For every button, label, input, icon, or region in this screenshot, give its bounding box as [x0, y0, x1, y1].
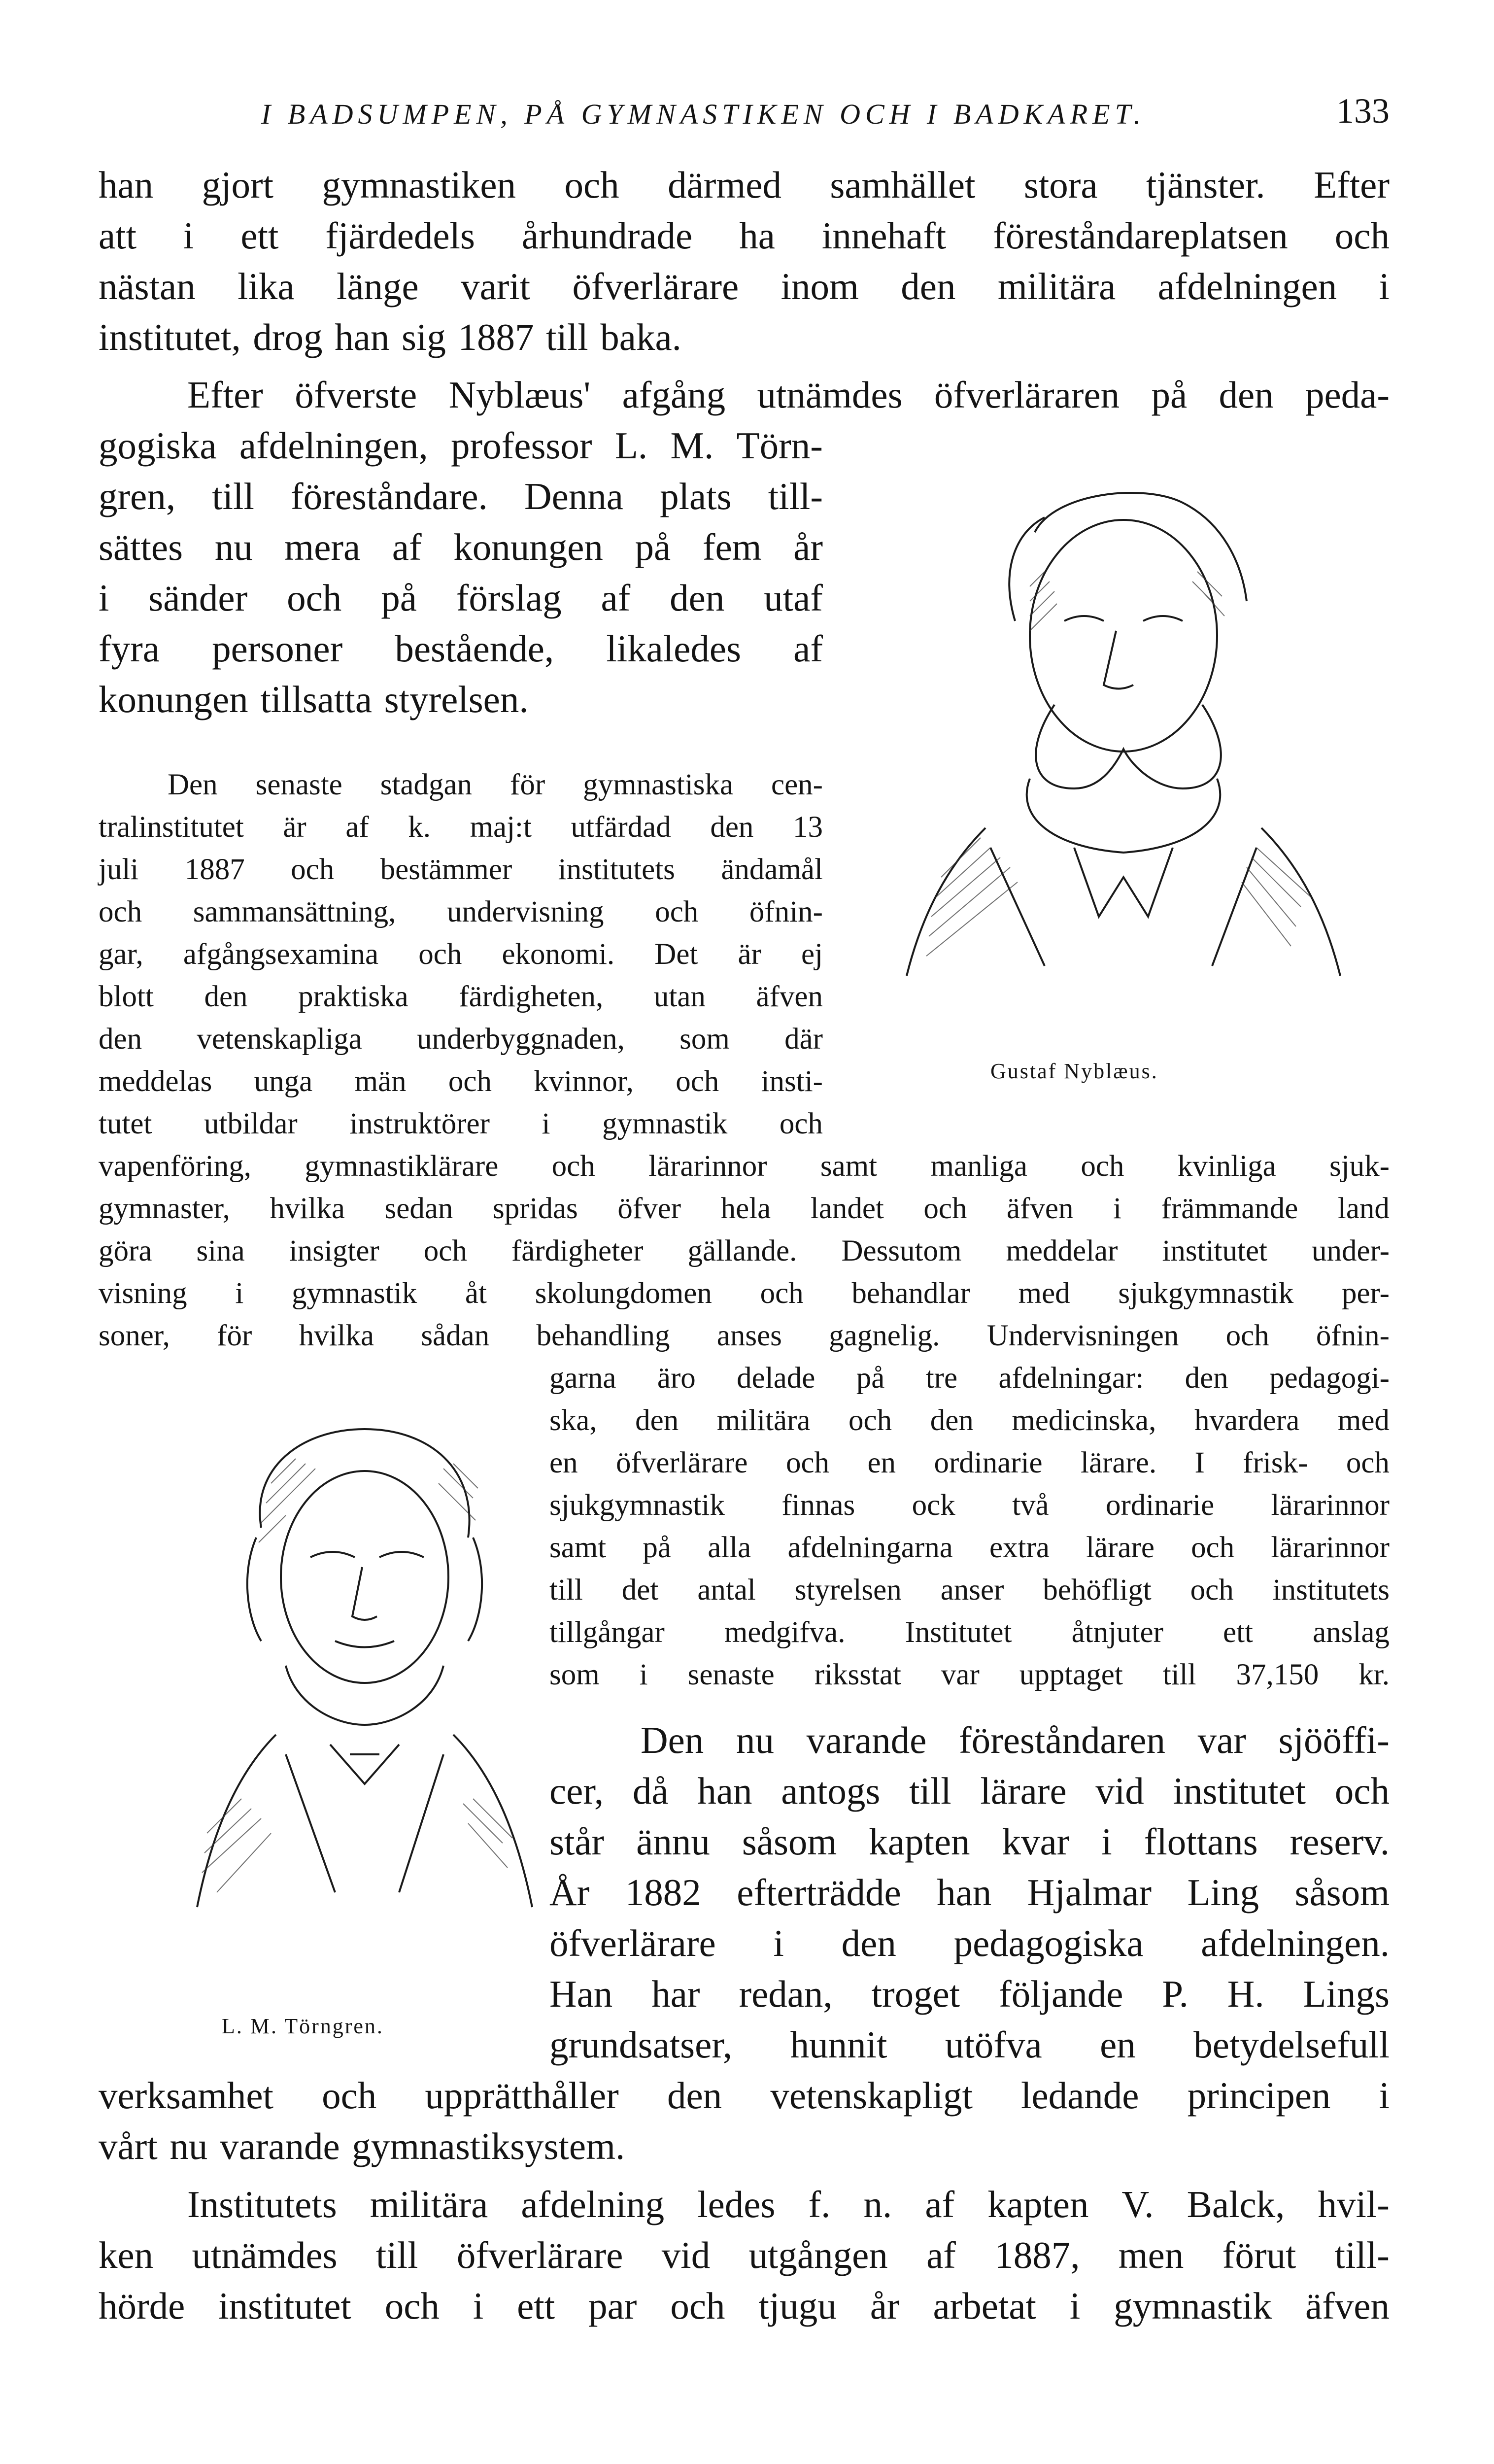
- text-line: den vetenskapliga underbyggnaden, som där: [99, 1023, 823, 1056]
- text-line: fyra personer bestående, likaledes af: [99, 627, 823, 670]
- portrait-engraving-top: [867, 473, 1380, 1030]
- text-line: Den senaste stadgan för gymnastiska cen-: [168, 768, 823, 801]
- text-line: sättes nu mera af konungen på fem år: [99, 526, 823, 568]
- text-line: hörde institutet och i ett par och tjugu år arbetat i gymnastik äfven: [99, 2285, 1390, 2327]
- text-line: gymnaster, hvilka sedan spridas öfver hela landet och äfven i främmande land: [99, 1192, 1390, 1225]
- text-line: Efter öfverste Nyblæus' afgång utnämdes öfverläraren på den peda-: [187, 374, 1390, 416]
- text-line: gogiska afdelningen, professor L. M. Törn-: [99, 424, 823, 467]
- text-line: tralinstitutet är af k. maj:t utfärdad den 13: [99, 811, 823, 844]
- text-line: cer, då han antogs till lärare vid institutet och: [549, 1770, 1390, 1812]
- text-line: juli 1887 och bestämmer institutets ändamål: [99, 853, 823, 886]
- text-line: verksamhet och upprätthåller den vetenskapligt ledande principen i: [99, 2074, 1390, 2117]
- text-line: gar, afgångsexamina och ekonomi. Det är ej: [99, 938, 823, 971]
- text-line: grundsatser, hunnit utöfva en betydelsefull: [549, 2023, 1390, 2066]
- text-line: garna äro delade på tre afdelningar: den pedagogi-: [549, 1362, 1390, 1395]
- text-line: och sammansättning, undervisning och öfnin-: [99, 895, 823, 928]
- text-line: Den nu varande föreståndaren var sjööffi-: [641, 1719, 1390, 1761]
- text-line: gren, till föreståndare. Denna plats till-: [99, 475, 823, 517]
- text-line: konungen tillsatta styrelsen.: [99, 678, 529, 720]
- running-head: [99, 88, 1390, 142]
- running-head-title: I BADSUMPEN, PÅ GYMNASTIKEN OCH I BADKARET.: [261, 98, 1146, 130]
- text-line: öfverlärare i den pedagogiska afdelningen.: [549, 1922, 1390, 1964]
- portrait-engraving-bottom: [187, 1409, 542, 1976]
- text-line: ken utnämdes till öfverlärare vid utgången af 1887, men förut till-: [99, 2234, 1390, 2276]
- text-line: ska, den militära och den medicinska, hvardera med: [549, 1404, 1390, 1437]
- text-line: vapenföring, gymnastiklärare och lärarinnor samt manliga och kvinliga sjuk-: [99, 1150, 1390, 1183]
- text-line: samt på alla afdelningarna extra lärare och lärarinnor: [549, 1531, 1390, 1564]
- text-line: att i ett fjärdedels århundrade ha innehaft föreståndareplatsen och: [99, 214, 1390, 257]
- text-line: Institutets militära afdelning ledes f. n. af kapten V. Balck, hvil-: [187, 2183, 1390, 2225]
- page-number: 133: [1336, 91, 1390, 131]
- text-line: tutet utbildar instruktörer i gymnastik och: [99, 1107, 823, 1140]
- text-line: soner, för hvilka sådan behandling anses gagnelig. Undervisningen och öfnin-: [99, 1319, 1390, 1352]
- text-line: institutet, drog han sig 1887 till baka.: [99, 316, 681, 358]
- portrait-caption-bottom: L. M. Törngren.: [222, 2014, 384, 2038]
- text-line: han gjort gymnastiken och därmed samhället stora tjänster. Efter: [99, 164, 1390, 206]
- text-line: vårt nu varande gymnastiksystem.: [99, 2125, 625, 2167]
- text-line: står ännu såsom kapten kvar i flottans reserv.: [549, 1820, 1390, 1863]
- text-line: till det antal styrelsen anser behöfligt och institutets: [549, 1574, 1390, 1607]
- text-line: sjukgymnastik finnas ock två ordinarie lärarinnor: [549, 1489, 1390, 1522]
- text-line: visning i gymnastik åt skolungdomen och behandlar med sjukgymnastik per-: [99, 1277, 1390, 1310]
- text-line: tillgångar medgifva. Institutet åtnjuter ett anslag: [549, 1616, 1390, 1649]
- text-line: göra sina insigter och färdigheter gällande. Dessutom meddelar institutet under-: [99, 1234, 1390, 1267]
- text-line: År 1882 efterträdde han Hjalmar Ling såsom: [549, 1871, 1390, 1914]
- text-line: en öfverlärare och en ordinarie lärare. I frisk- och: [549, 1446, 1390, 1479]
- text-line: nästan lika länge varit öfverlärare inom den militära afdelningen i: [99, 265, 1390, 308]
- text-line: meddelas unga män och kvinnor, och insti-: [99, 1065, 823, 1098]
- text-line: i sänder och på förslag af den utaf: [99, 577, 823, 619]
- text-line: blott den praktiska färdigheten, utan äfven: [99, 980, 823, 1013]
- portrait-caption-top: Gustaf Nyblæus.: [990, 1059, 1158, 1083]
- text-line: Han har redan, troget följande P. H. Lings: [549, 1973, 1390, 2015]
- text-line: som i senaste riksstat var upptaget till 37,150 kr.: [549, 1658, 1390, 1691]
